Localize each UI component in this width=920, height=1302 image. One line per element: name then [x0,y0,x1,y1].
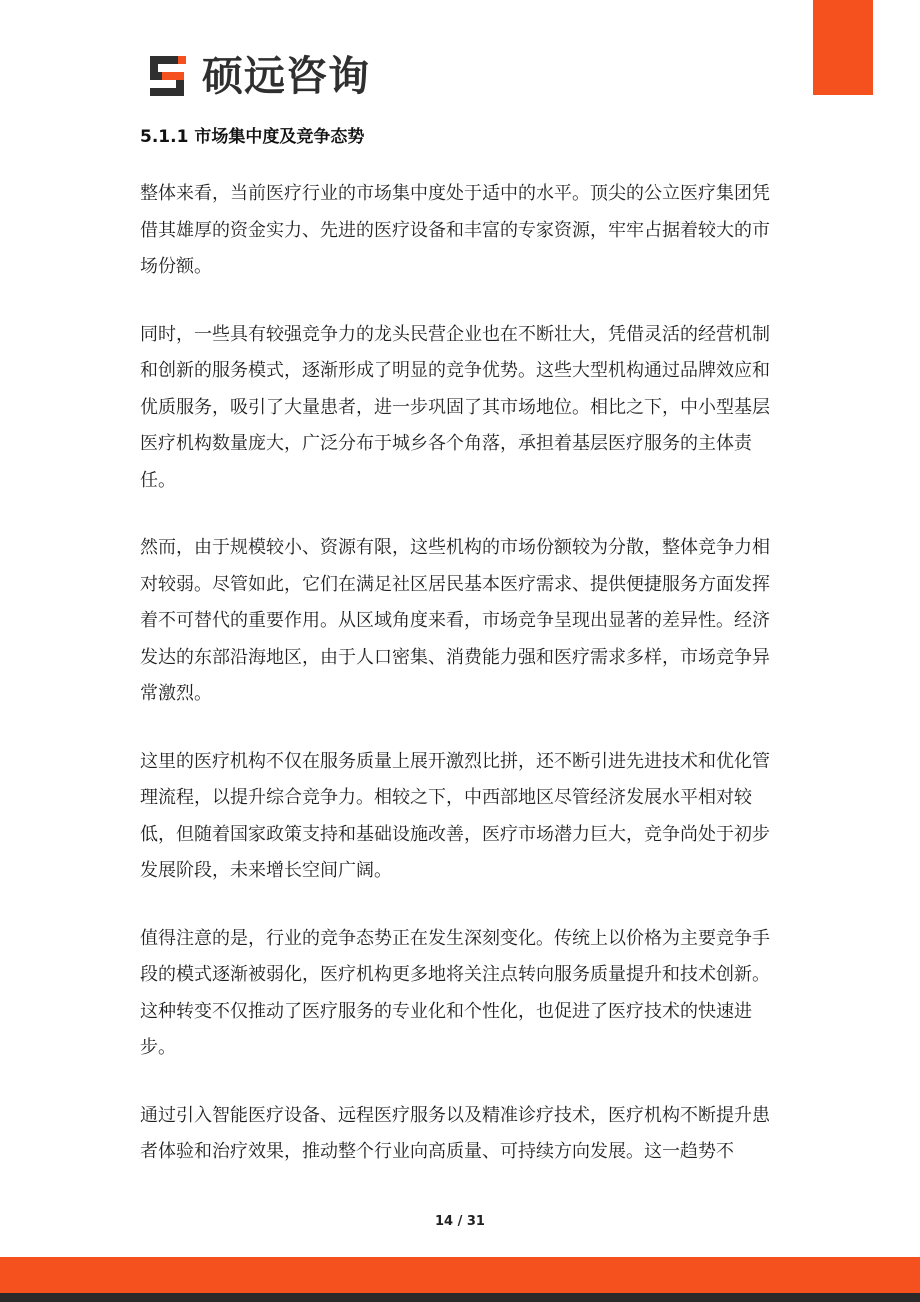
corner-accent-tab [813,0,873,95]
footer-accent-bar [0,1257,920,1293]
paragraph: 这里的医疗机构不仅在服务质量上展开激烈比拼，还不断引进先进技术和优化管理流程，以提升综合竞争力。相较之下，中西部地区尽管经济发展水平相对较低，但随着国家政策支持和基础设施改善，医疗市场潜力巨大，竞争尚处于初步发展阶段，未来增长空间广阔。 [140,750,770,881]
brand-name: 硕远咨询 [202,52,370,100]
paragraph: 整体来看，当前医疗行业的市场集中度处于适中的水平。顶尖的公立医疗集团凭借其雄厚的资金实力、先进的医疗设备和丰富的专家资源，牢牢占据着较大的市场份额。 [140,183,770,277]
brand-logo [148,50,370,102]
section-heading: 5.1.1 市场集中度及竞争态势 [140,127,365,147]
page-number: 14 / 31 [435,1214,485,1229]
paragraph: 值得注意的是，行业的竞争态势正在发生深刻变化。传统上以价格为主要竞争手段的模式逐渐被弱化，医疗机构更多地将关注点转向服务质量提升和技术创新。这种转变不仅推动了医疗服务的专业化和个性化，也促进了医疗技术的快速进步。 [140,927,770,1058]
paragraph: 然而，由于规模较小、资源有限，这些机构的市场份额较为分散，整体竞争力相对较弱。尽管如此，它们在满足社区居民基本医疗需求、提供便捷服务方面发挥着不可替代的重要作用。从区域角度来看，市场竞争呈现出显著的差异性。经济发达的东部沿海地区，由于人口密集、消费能力强和医疗需求多样，市场竞争异常激烈。 [140,537,770,704]
brand-logo-icon [148,54,194,98]
paragraph: 通过引入智能医疗设备、远程医疗服务以及精准诊疗技术，医疗机构不断提升患者体验和治疗效果，推动整个行业向高质量、可持续方向发展。这一趋势不 [140,1104,770,1162]
body-text [140,176,782,1202]
paragraph: 同时，一些具有较强竞争力的龙头民营企业也在不断壮大，凭借灵活的经营机制和创新的服务模式，逐渐形成了明显的竞争优势。这些大型机构通过品牌效应和优质服务，吸引了大量患者，进一步巩固了其市场地位。相比之下，中小型基层医疗机构数量庞大，广泛分布于城乡各个角落，承担着基层医疗服务的主体责任。 [140,323,770,491]
footer-dark-bar [0,1293,920,1302]
